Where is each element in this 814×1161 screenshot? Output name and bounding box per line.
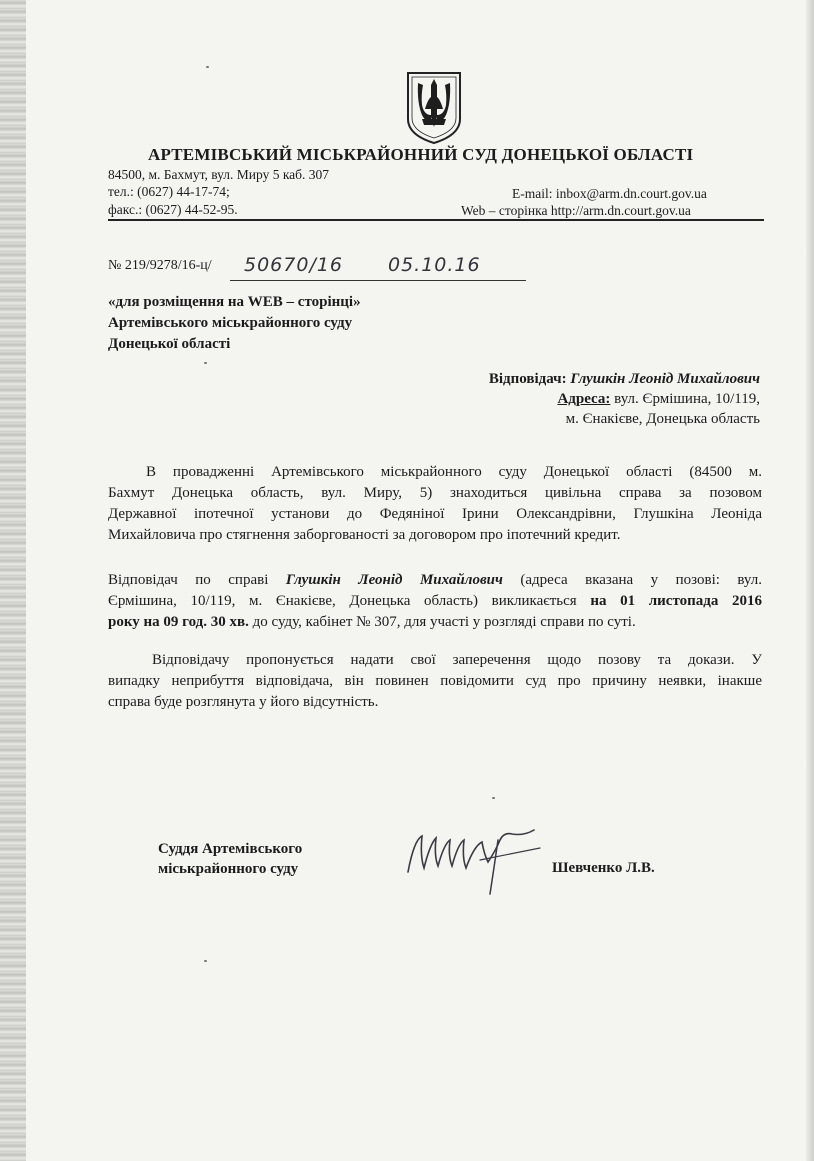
scan-speck (492, 797, 495, 799)
summons-text: (адреса вказана у позові: вул. (502, 572, 763, 588)
paragraph-line (108, 570, 762, 591)
paragraph-line (108, 591, 762, 612)
address-label: Адреса: (557, 391, 611, 407)
summons-defendant-name: Глушкін Леонід Михайлович (285, 572, 503, 588)
web-publication-note (108, 292, 361, 355)
handwritten-date: 05.10.16 (388, 254, 481, 276)
hearing-time: року на 09 год. 30 хв. (108, 614, 249, 630)
court-phone: тел.: (0627) 44-17-74; (108, 184, 230, 199)
paragraph-line (108, 612, 762, 633)
paragraph-line: Державної іпотечної установи до Федяніної Ірини Олександрівни, Глушкіна Леоніда (108, 506, 762, 522)
summons-text: Відповідач по справі (108, 572, 286, 588)
web-note-line-3: Донецької області (108, 336, 231, 352)
summons-text: Єрмішина, 10/119, м. Єнакієве, Донецька область) викликається (108, 593, 591, 609)
judge-title-line-1: Суддя Артемівського (158, 841, 303, 857)
scan-speck (204, 960, 207, 962)
web-note-line-2: Артемівського міськрайонного суду (108, 315, 353, 331)
judge-name: Шевченко Л.В. (552, 860, 655, 876)
handwritten-signature (400, 810, 560, 900)
court-website: Web – сторінка http://arm.dn.court.gov.ua (461, 203, 691, 218)
defendant-label: Відповідач: (488, 371, 567, 387)
address-line-1: вул. Єрмішина, 10/119, (614, 391, 760, 407)
header-divider (108, 219, 764, 221)
judge-title-line-2: міськрайонного суду (158, 861, 299, 877)
court-address: 84500, м. Бахмут, вул. Миру 5 каб. 307 (108, 167, 330, 182)
scan-right-edge (806, 0, 814, 1161)
paragraph-line: Михайловича про стягнення заборгованості за договором про іпотечний кредит. (108, 527, 621, 543)
scan-left-edge (0, 0, 26, 1161)
defendant-name: Глушкін Леонід Михайлович (570, 371, 760, 387)
scan-speck (206, 66, 209, 68)
paragraph-line: Бахмут Донецька область, вул. Миру, 5) знаходиться цивільна справа за позовом (108, 485, 762, 501)
reference-underline (230, 280, 526, 281)
handwritten-outgoing-number: 50670/16 (244, 254, 344, 276)
paragraph-line: Відповідачу пропонується надати свої заперечення щодо позову та докази. У (152, 652, 762, 668)
case-description-paragraph (108, 462, 762, 546)
coat-of-arms-icon (404, 69, 464, 145)
case-number: № 219/9278/16-ц/ (108, 258, 212, 273)
paragraph-line: В провадженні Артемівського міськрайонного суду Донецької області (84500 м. (146, 464, 762, 480)
defendant-block (489, 369, 760, 429)
summons-paragraph (108, 570, 762, 633)
objection-paragraph (108, 650, 762, 713)
hearing-date: на 01 листопада 2016 (590, 593, 762, 609)
judge-title (158, 839, 302, 879)
court-name: АРТЕМІВСЬКИЙ МІСЬКРАЙОННИЙ СУД ДОНЕЦЬКОЇ ОБЛАСТІ (148, 145, 694, 164)
scan-speck (204, 362, 207, 364)
court-fax: факс.: (0627) 44-52-95. (108, 202, 238, 217)
address-line-2: м. Єнакієве, Донецька область (565, 411, 760, 427)
paragraph-line: випадку неприбуття відповідача, він повинен повідомити суд про причину неявки, інакше (108, 673, 762, 689)
paragraph-line: справа буде розглянута у його відсутність. (108, 694, 379, 710)
summons-text: до суду, кабінет № 307, для участі у розгляді справи по суті. (248, 614, 636, 630)
web-note-line-1: «для розміщення на WEB – сторінці» (108, 294, 361, 310)
court-email: E-mail: inbox@arm.dn.court.gov.ua (512, 186, 707, 201)
